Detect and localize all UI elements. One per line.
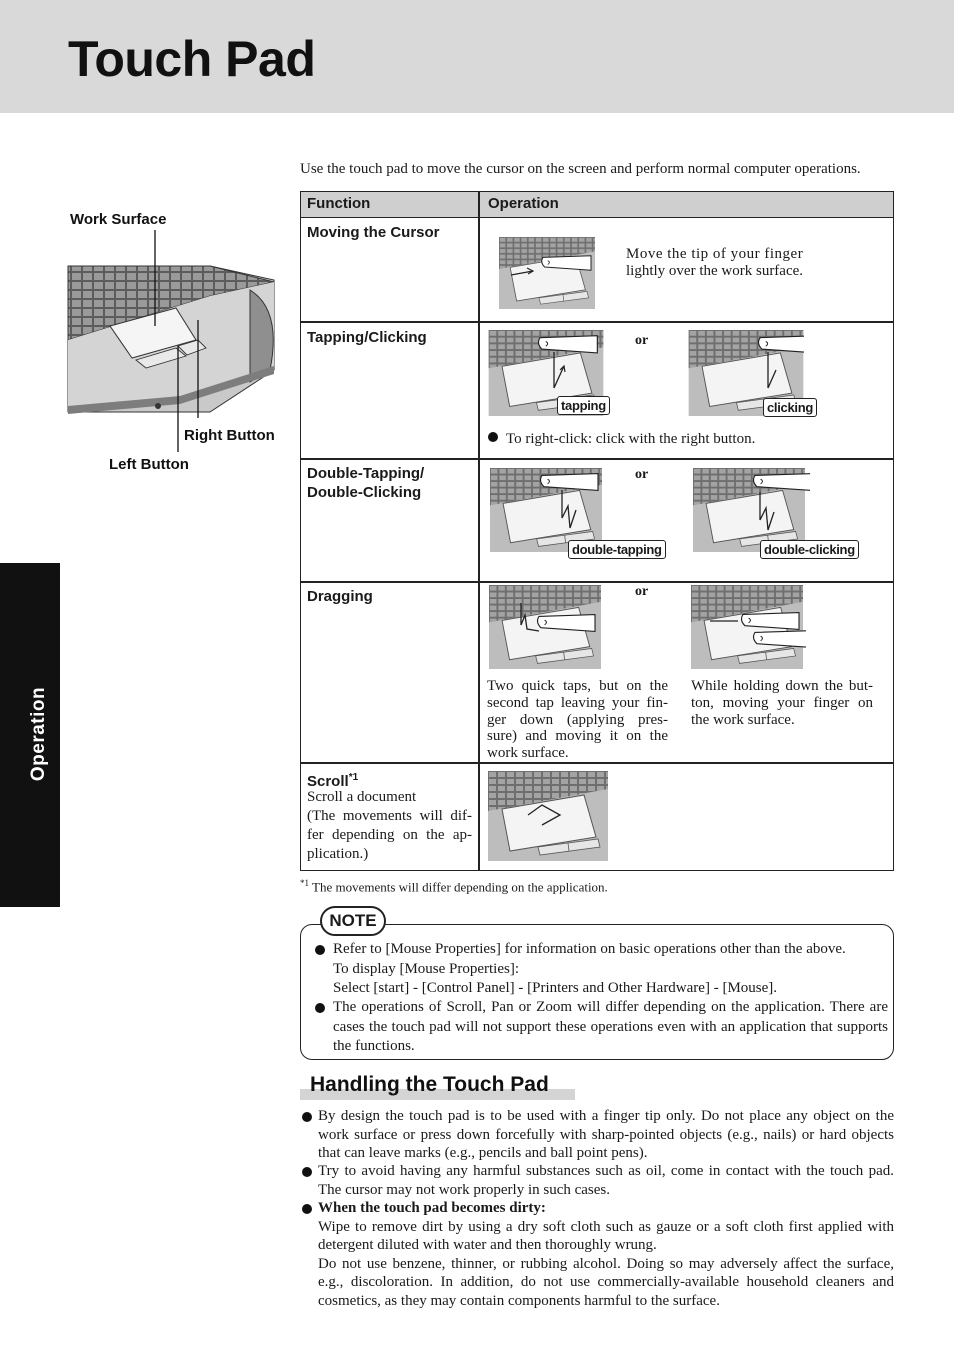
dragging-right-text: While holding down the but- ton, moving your finger on the work surface. bbox=[691, 678, 873, 728]
double-clicking-tag: double-clicking bbox=[760, 540, 859, 559]
note-box: Refer to [Mouse Properties] for information on basic operations other than the above. To display [Mouse Properties]: Select [start] - [Control Panel] - [Printers and Other Hardware] - [Mouse]. The operations of Scroll, Pan or Zoom will differ depending on the application. There are cases the touch pad will not support these operations even with an application that supports the functions. bbox=[300, 924, 894, 1060]
row-divider bbox=[301, 321, 893, 323]
or-label: or bbox=[635, 584, 649, 599]
page-header bbox=[0, 0, 954, 113]
function-double-tapping: Double-Tapping/ bbox=[307, 465, 425, 482]
moving-cursor-text-1: Move the tip of your finger bbox=[626, 246, 804, 262]
scroll-description: Scroll a document (The movements will dif- fer depending on the ap- plication.) bbox=[307, 789, 472, 862]
dragging-hold-image bbox=[688, 585, 806, 669]
function-tapping-clicking: Tapping/Clicking bbox=[307, 329, 427, 346]
bullet-icon bbox=[488, 432, 498, 442]
work-surface-label: Work Surface bbox=[70, 211, 167, 228]
column-divider bbox=[478, 192, 480, 870]
note-badge: NOTE bbox=[320, 906, 386, 936]
tapping-tag: tapping bbox=[557, 396, 610, 415]
scroll-image bbox=[488, 771, 608, 861]
function-dragging: Dragging bbox=[307, 588, 373, 605]
touch-pad-illustration bbox=[60, 200, 290, 490]
table-header-row bbox=[301, 192, 893, 218]
moving-cursor-image bbox=[489, 237, 605, 309]
table-footnote: $^{*1}$ The movements will differ depending on the application. bbox=[300, 878, 608, 895]
section-title: Handling the Touch Pad bbox=[310, 1073, 549, 1096]
bullet-icon bbox=[315, 1003, 325, 1013]
intro-paragraph: Use the touch pad to move the cursor on the screen and perform normal computer operations. bbox=[300, 161, 861, 177]
clicking-tag: clicking bbox=[763, 398, 817, 417]
dragging-tap-image bbox=[487, 585, 603, 669]
header-function: Function bbox=[307, 195, 371, 212]
row-divider bbox=[301, 581, 893, 583]
right-button-label: Right Button bbox=[184, 427, 275, 444]
handling-dirty-heading: When the touch pad becomes dirty: bbox=[318, 1200, 546, 1216]
operations-table bbox=[300, 191, 894, 871]
bullet-icon bbox=[302, 1167, 312, 1177]
or-label: or bbox=[635, 467, 649, 482]
moving-cursor-text-2: lightly over the work surface. bbox=[626, 263, 804, 279]
row-divider bbox=[301, 762, 893, 764]
dragging-left-text: Two quick taps, but on the second tap leaving your fin- ger down (applying pres- sure) and moving it on the work surface. bbox=[487, 678, 668, 762]
right-click-note: To right-click: click with the right button. bbox=[488, 431, 755, 448]
row-divider bbox=[301, 458, 893, 460]
left-button-label: Left Button bbox=[109, 456, 189, 473]
page-title: Touch Pad bbox=[68, 31, 316, 87]
or-label: or bbox=[635, 333, 649, 348]
bullet-icon bbox=[302, 1112, 312, 1122]
function-moving-cursor: Moving the Cursor bbox=[307, 224, 440, 241]
bullet-icon bbox=[302, 1204, 312, 1214]
function-double-clicking: Double-Clicking bbox=[307, 484, 422, 501]
function-scroll: Scroll$^{*1}$ bbox=[307, 772, 359, 790]
bullet-icon bbox=[315, 945, 325, 955]
header-operation: Operation bbox=[488, 195, 559, 212]
double-tapping-tag: double-tapping bbox=[568, 540, 666, 559]
side-tab-label: Operation bbox=[28, 686, 49, 782]
